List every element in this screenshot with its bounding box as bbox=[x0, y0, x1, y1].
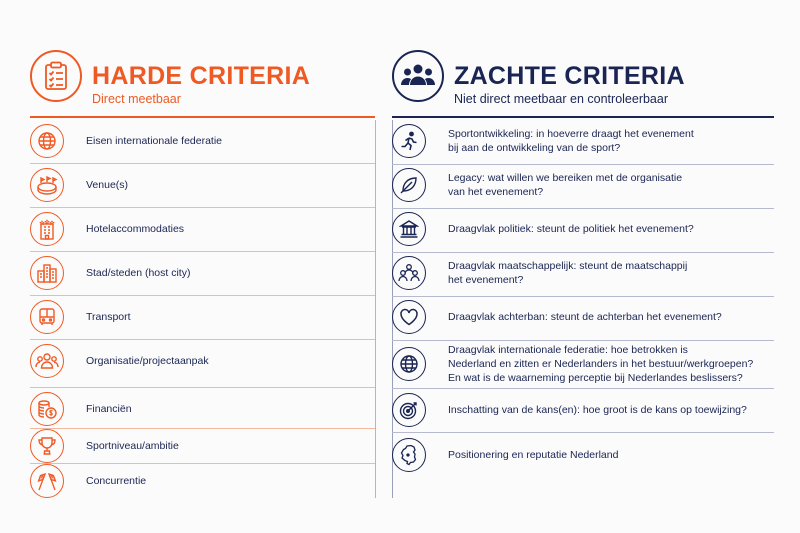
harde-header-rule bbox=[30, 116, 375, 118]
zachte-criteria-title: ZACHTE CRITERIA bbox=[454, 62, 685, 90]
hotel-icon bbox=[30, 212, 64, 246]
list-item-label: Legacy: wat willen we bereiken met de organisatie van het evenement? bbox=[448, 172, 683, 198]
list-item bbox=[392, 300, 768, 334]
list-item-label: Eisen internationale federatie bbox=[86, 135, 223, 147]
list-item bbox=[392, 438, 768, 472]
list-item bbox=[30, 256, 190, 290]
divider bbox=[392, 208, 774, 209]
list-item-label: Draagvlak politiek: steunt de politiek het evenement? bbox=[448, 223, 694, 235]
globe-icon bbox=[30, 124, 64, 158]
list-item bbox=[30, 429, 179, 463]
community-icon bbox=[392, 256, 426, 290]
leaf-icon bbox=[392, 168, 426, 202]
divider bbox=[30, 207, 375, 208]
divider bbox=[392, 164, 774, 165]
list-item bbox=[392, 343, 768, 385]
list-item-label: Sportniveau/ambitie bbox=[86, 440, 179, 452]
coins-icon bbox=[30, 392, 64, 426]
list-item-label: Stad/steden (host city) bbox=[86, 267, 191, 279]
divider bbox=[392, 432, 774, 433]
divider bbox=[30, 387, 375, 388]
heart-icon bbox=[392, 300, 426, 334]
zachte-header-rule bbox=[392, 116, 774, 118]
list-item-label: Sportontwikkeling: in hoeverre draagt het evenement bij aan de ontwikkeling van de sport? bbox=[448, 128, 694, 154]
list-item bbox=[30, 344, 209, 378]
divider bbox=[392, 296, 774, 297]
list-item bbox=[392, 393, 768, 427]
list-item-label: Financiën bbox=[86, 403, 132, 415]
list-item bbox=[30, 212, 184, 246]
list-item-label: Concurrentie bbox=[86, 475, 147, 487]
checkered-flags-icon bbox=[30, 464, 64, 498]
netherlands-map-icon bbox=[392, 438, 426, 472]
list-item bbox=[392, 124, 768, 158]
list-item bbox=[30, 464, 146, 498]
runner-icon bbox=[392, 124, 426, 158]
team-icon bbox=[30, 344, 64, 378]
list-item bbox=[30, 392, 132, 426]
harde-criteria-title: HARDE CRITERIA bbox=[92, 62, 311, 90]
list-item bbox=[392, 168, 768, 202]
trophy-icon bbox=[30, 429, 64, 463]
list-item-label: Hotelaccommodaties bbox=[86, 223, 185, 235]
bus-icon bbox=[30, 300, 64, 334]
divider bbox=[392, 340, 774, 341]
target-icon bbox=[392, 393, 426, 427]
list-item-label: Draagvlak maatschappelijk: steunt de maatschappij het evenement? bbox=[448, 260, 688, 286]
list-item-label: Inschatting van de kans(en): hoe groot is de kans op toewijzing? bbox=[448, 404, 747, 416]
list-item-label: Positionering en reputatie Nederland bbox=[448, 449, 619, 461]
divider bbox=[30, 251, 375, 252]
divider bbox=[392, 252, 774, 253]
clipboard-checklist-icon bbox=[30, 50, 82, 102]
harde-column-divider bbox=[375, 120, 376, 498]
divider bbox=[392, 388, 774, 389]
harde-criteria-subtitle: Direct meetbaar bbox=[92, 92, 181, 106]
government-building-icon bbox=[392, 212, 426, 246]
list-item bbox=[30, 124, 222, 158]
zachte-criteria-subtitle: Niet direct meetbaar en controleerbaar bbox=[454, 92, 669, 106]
list-item-label: Draagvlak achterban: steunt de achterban het evenement? bbox=[448, 311, 722, 323]
list-item bbox=[392, 212, 768, 246]
list-item bbox=[30, 168, 128, 202]
list-item-label: Organisatie/projectaanpak bbox=[86, 355, 209, 367]
divider bbox=[30, 163, 375, 164]
stadium-icon bbox=[30, 168, 64, 202]
list-item-label: Venue(s) bbox=[86, 179, 129, 191]
divider bbox=[30, 339, 375, 340]
people-group-icon bbox=[392, 50, 444, 102]
list-item-label: Transport bbox=[86, 311, 131, 323]
list-item-label: Draagvlak internationale federatie: hoe betrokken is Nederland en zitten er Nederlanders in het bestuur/werkgroepen? En wat is de waarneming perceptie bij Nederlandes beslissers? bbox=[448, 344, 754, 384]
list-item bbox=[30, 300, 131, 334]
list-item bbox=[392, 256, 768, 290]
globe-icon bbox=[392, 347, 426, 381]
divider bbox=[30, 295, 375, 296]
city-icon bbox=[30, 256, 64, 290]
